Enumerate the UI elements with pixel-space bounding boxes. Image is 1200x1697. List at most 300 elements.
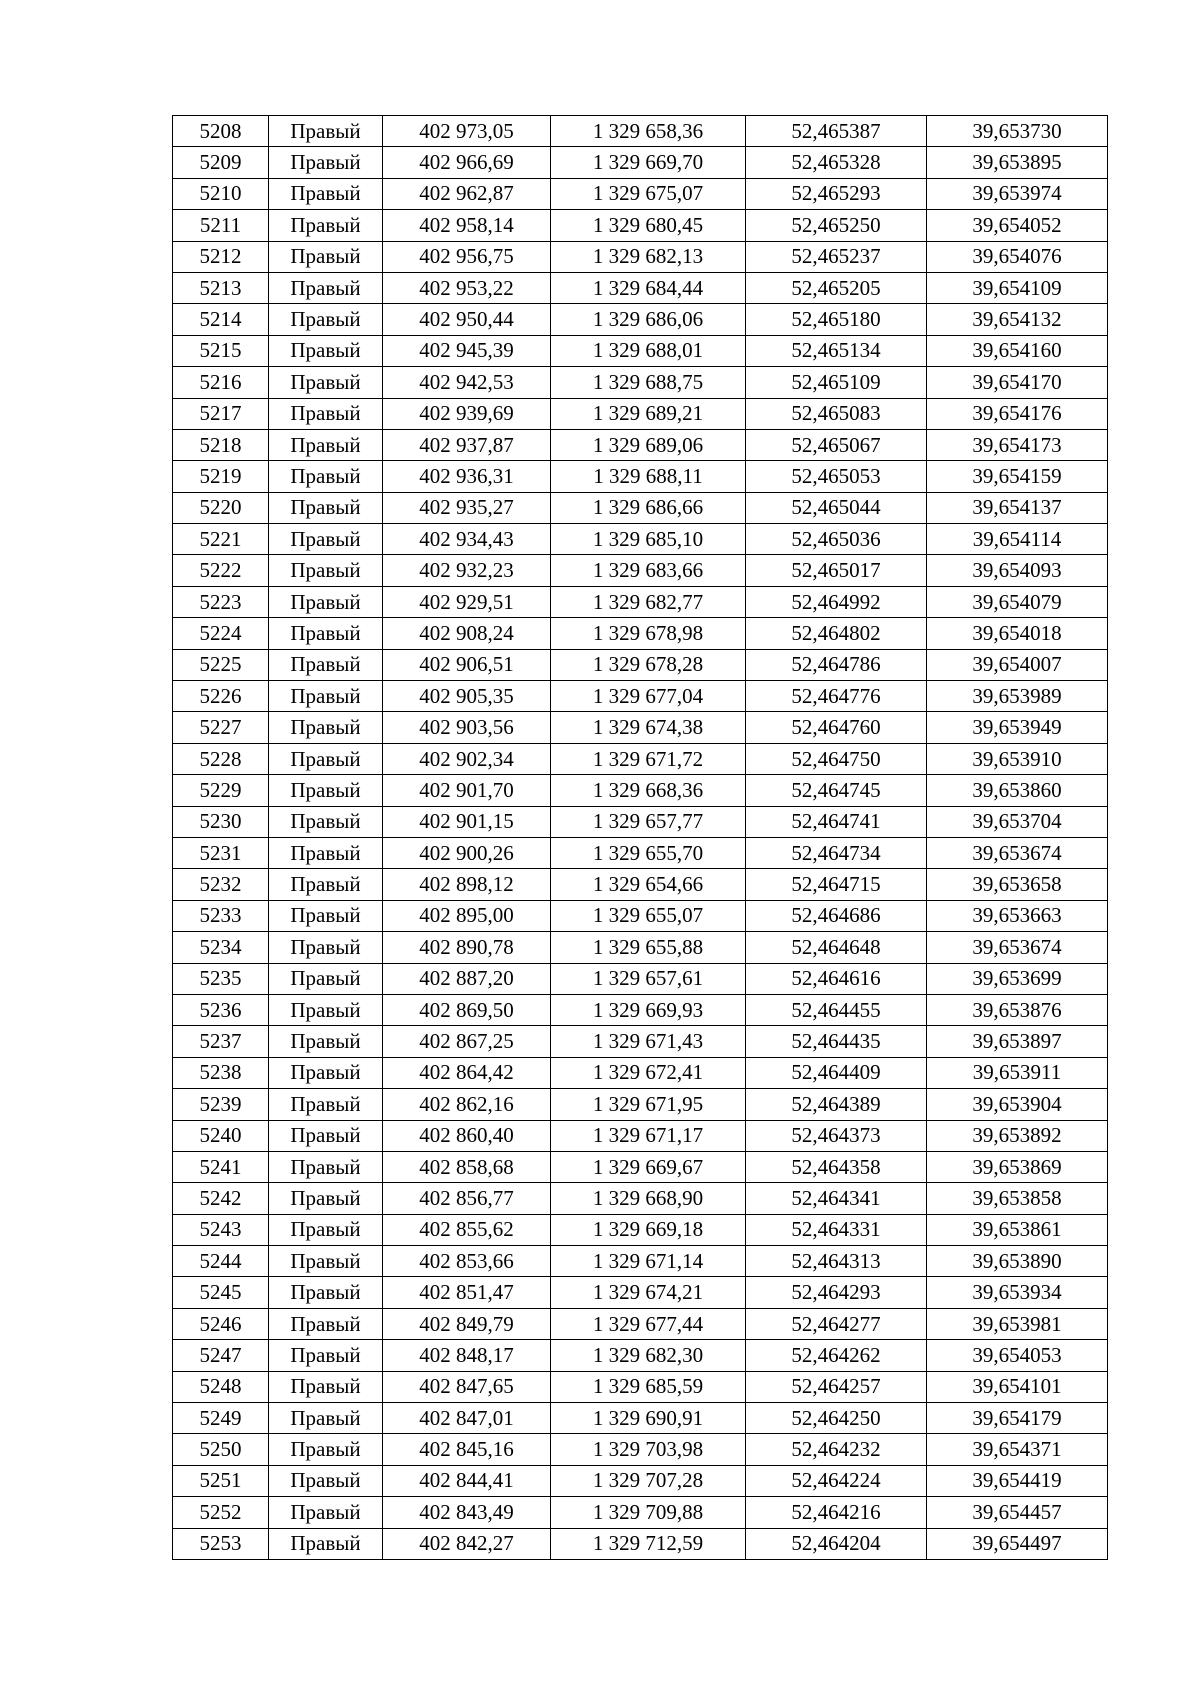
table-row: [173, 304, 1108, 335]
longitude-cell: 39,654170: [927, 367, 1108, 398]
latitude-cell: 52,465250: [746, 210, 927, 241]
point-number-cell: 5208: [173, 116, 269, 147]
longitude-cell: 39,654457: [927, 1497, 1108, 1528]
point-number-cell: 5250: [173, 1434, 269, 1465]
longitude-cell: 39,653934: [927, 1277, 1108, 1308]
y-coordinate-cell: 1 329 671,14: [551, 1246, 746, 1277]
table-row: [173, 178, 1108, 209]
point-number-cell: 5253: [173, 1528, 269, 1559]
y-coordinate-cell: 1 329 689,21: [551, 398, 746, 429]
point-number-cell: 5216: [173, 367, 269, 398]
point-number-cell: 5223: [173, 586, 269, 617]
y-coordinate-cell: 1 329 685,10: [551, 524, 746, 555]
longitude-cell: 39,654160: [927, 335, 1108, 366]
point-number-cell: 5222: [173, 555, 269, 586]
latitude-cell: 52,464686: [746, 900, 927, 931]
side-cell: Правый: [269, 492, 383, 523]
longitude-cell: 39,654132: [927, 304, 1108, 335]
side-cell: Правый: [269, 586, 383, 617]
y-coordinate-cell: 1 329 684,44: [551, 272, 746, 303]
y-coordinate-cell: 1 329 678,28: [551, 649, 746, 680]
latitude-cell: 52,465205: [746, 272, 927, 303]
x-coordinate-cell: 402 902,34: [383, 743, 551, 774]
x-coordinate-cell: 402 847,65: [383, 1371, 551, 1402]
longitude-cell: 39,653904: [927, 1089, 1108, 1120]
side-cell: Правый: [269, 1214, 383, 1245]
side-cell: Правый: [269, 1057, 383, 1088]
longitude-cell: 39,654176: [927, 398, 1108, 429]
longitude-cell: 39,653674: [927, 932, 1108, 963]
x-coordinate-cell: 402 843,49: [383, 1497, 551, 1528]
side-cell: Правый: [269, 681, 383, 712]
y-coordinate-cell: 1 329 671,72: [551, 743, 746, 774]
longitude-cell: 39,654497: [927, 1528, 1108, 1559]
latitude-cell: 52,465109: [746, 367, 927, 398]
side-cell: Правый: [269, 618, 383, 649]
latitude-cell: 52,465134: [746, 335, 927, 366]
latitude-cell: 52,464776: [746, 681, 927, 712]
longitude-cell: 39,654371: [927, 1434, 1108, 1465]
x-coordinate-cell: 402 901,70: [383, 775, 551, 806]
latitude-cell: 52,464715: [746, 869, 927, 900]
longitude-cell: 39,654419: [927, 1465, 1108, 1496]
point-number-cell: 5226: [173, 681, 269, 712]
point-number-cell: 5244: [173, 1246, 269, 1277]
side-cell: Правый: [269, 1277, 383, 1308]
side-cell: Правый: [269, 900, 383, 931]
side-cell: Правый: [269, 461, 383, 492]
x-coordinate-cell: 402 842,27: [383, 1528, 551, 1559]
y-coordinate-cell: 1 329 678,98: [551, 618, 746, 649]
y-coordinate-cell: 1 329 680,45: [551, 210, 746, 241]
table-row: [173, 1528, 1108, 1559]
latitude-cell: 52,465017: [746, 555, 927, 586]
longitude-cell: 39,654018: [927, 618, 1108, 649]
y-coordinate-cell: 1 329 703,98: [551, 1434, 746, 1465]
table-row: [173, 806, 1108, 837]
x-coordinate-cell: 402 862,16: [383, 1089, 551, 1120]
x-coordinate-cell: 402 942,53: [383, 367, 551, 398]
x-coordinate-cell: 402 887,20: [383, 963, 551, 994]
longitude-cell: 39,654053: [927, 1340, 1108, 1371]
table-row: [173, 1183, 1108, 1214]
side-cell: Правый: [269, 1308, 383, 1339]
point-number-cell: 5217: [173, 398, 269, 429]
point-number-cell: 5227: [173, 712, 269, 743]
x-coordinate-cell: 402 855,62: [383, 1214, 551, 1245]
latitude-cell: 52,465036: [746, 524, 927, 555]
table-row: [173, 994, 1108, 1025]
table-row: [173, 743, 1108, 774]
longitude-cell: 39,654076: [927, 241, 1108, 272]
latitude-cell: 52,465237: [746, 241, 927, 272]
x-coordinate-cell: 402 906,51: [383, 649, 551, 680]
x-coordinate-cell: 402 856,77: [383, 1183, 551, 1214]
x-coordinate-cell: 402 905,35: [383, 681, 551, 712]
point-number-cell: 5237: [173, 1026, 269, 1057]
x-coordinate-cell: 402 945,39: [383, 335, 551, 366]
table-row: [173, 649, 1108, 680]
longitude-cell: 39,654079: [927, 586, 1108, 617]
longitude-cell: 39,653895: [927, 147, 1108, 178]
y-coordinate-cell: 1 329 683,66: [551, 555, 746, 586]
longitude-cell: 39,653890: [927, 1246, 1108, 1277]
longitude-cell: 39,653674: [927, 837, 1108, 868]
point-number-cell: 5225: [173, 649, 269, 680]
y-coordinate-cell: 1 329 707,28: [551, 1465, 746, 1496]
coordinates-table-body: [173, 116, 1108, 1560]
y-coordinate-cell: 1 329 668,36: [551, 775, 746, 806]
side-cell: Правый: [269, 398, 383, 429]
point-number-cell: 5209: [173, 147, 269, 178]
latitude-cell: 52,464802: [746, 618, 927, 649]
longitude-cell: 39,654159: [927, 461, 1108, 492]
table-row: [173, 1089, 1108, 1120]
latitude-cell: 52,464409: [746, 1057, 927, 1088]
table-row: [173, 1403, 1108, 1434]
latitude-cell: 52,464734: [746, 837, 927, 868]
side-cell: Правый: [269, 869, 383, 900]
side-cell: Правый: [269, 1120, 383, 1151]
latitude-cell: 52,464373: [746, 1120, 927, 1151]
table-row: [173, 932, 1108, 963]
point-number-cell: 5210: [173, 178, 269, 209]
y-coordinate-cell: 1 329 671,17: [551, 1120, 746, 1151]
x-coordinate-cell: 402 844,41: [383, 1465, 551, 1496]
point-number-cell: 5251: [173, 1465, 269, 1496]
x-coordinate-cell: 402 900,26: [383, 837, 551, 868]
point-number-cell: 5229: [173, 775, 269, 806]
latitude-cell: 52,464992: [746, 586, 927, 617]
y-coordinate-cell: 1 329 675,07: [551, 178, 746, 209]
side-cell: Правый: [269, 1528, 383, 1559]
longitude-cell: 39,654052: [927, 210, 1108, 241]
latitude-cell: 52,465067: [746, 429, 927, 460]
x-coordinate-cell: 402 903,56: [383, 712, 551, 743]
side-cell: Правый: [269, 743, 383, 774]
x-coordinate-cell: 402 869,50: [383, 994, 551, 1025]
table-row: [173, 492, 1108, 523]
latitude-cell: 52,464648: [746, 932, 927, 963]
table-row: [173, 461, 1108, 492]
latitude-cell: 52,464786: [746, 649, 927, 680]
x-coordinate-cell: 402 847,01: [383, 1403, 551, 1434]
side-cell: Правый: [269, 304, 383, 335]
y-coordinate-cell: 1 329 655,88: [551, 932, 746, 963]
longitude-cell: 39,654101: [927, 1371, 1108, 1402]
table-row: [173, 1026, 1108, 1057]
latitude-cell: 52,464389: [746, 1089, 927, 1120]
y-coordinate-cell: 1 329 709,88: [551, 1497, 746, 1528]
side-cell: Правый: [269, 147, 383, 178]
table-row: [173, 1214, 1108, 1245]
table-row: [173, 775, 1108, 806]
y-coordinate-cell: 1 329 682,13: [551, 241, 746, 272]
y-coordinate-cell: 1 329 685,59: [551, 1371, 746, 1402]
latitude-cell: 52,464216: [746, 1497, 927, 1528]
x-coordinate-cell: 402 848,17: [383, 1340, 551, 1371]
latitude-cell: 52,464250: [746, 1403, 927, 1434]
table-row: [173, 1434, 1108, 1465]
side-cell: Правый: [269, 1465, 383, 1496]
side-cell: Правый: [269, 429, 383, 460]
y-coordinate-cell: 1 329 671,43: [551, 1026, 746, 1057]
y-coordinate-cell: 1 329 657,77: [551, 806, 746, 837]
longitude-cell: 39,654173: [927, 429, 1108, 460]
side-cell: Правый: [269, 555, 383, 586]
latitude-cell: 52,464750: [746, 743, 927, 774]
point-number-cell: 5230: [173, 806, 269, 837]
y-coordinate-cell: 1 329 688,11: [551, 461, 746, 492]
latitude-cell: 52,464331: [746, 1214, 927, 1245]
point-number-cell: 5221: [173, 524, 269, 555]
side-cell: Правый: [269, 1026, 383, 1057]
y-coordinate-cell: 1 329 682,30: [551, 1340, 746, 1371]
x-coordinate-cell: 402 939,69: [383, 398, 551, 429]
side-cell: Правый: [269, 1497, 383, 1528]
longitude-cell: 39,653892: [927, 1120, 1108, 1151]
latitude-cell: 52,464435: [746, 1026, 927, 1057]
latitude-cell: 52,464224: [746, 1465, 927, 1496]
y-coordinate-cell: 1 329 672,41: [551, 1057, 746, 1088]
table-row: [173, 869, 1108, 900]
y-coordinate-cell: 1 329 669,67: [551, 1151, 746, 1182]
side-cell: Правый: [269, 335, 383, 366]
longitude-cell: 39,653911: [927, 1057, 1108, 1088]
table-row: [173, 1057, 1108, 1088]
longitude-cell: 39,654114: [927, 524, 1108, 555]
point-number-cell: 5241: [173, 1151, 269, 1182]
x-coordinate-cell: 402 845,16: [383, 1434, 551, 1465]
y-coordinate-cell: 1 329 712,59: [551, 1528, 746, 1559]
point-number-cell: 5212: [173, 241, 269, 272]
x-coordinate-cell: 402 853,66: [383, 1246, 551, 1277]
table-row: [173, 367, 1108, 398]
y-coordinate-cell: 1 329 674,38: [551, 712, 746, 743]
longitude-cell: 39,653858: [927, 1183, 1108, 1214]
x-coordinate-cell: 402 956,75: [383, 241, 551, 272]
point-number-cell: 5228: [173, 743, 269, 774]
latitude-cell: 52,464232: [746, 1434, 927, 1465]
point-number-cell: 5218: [173, 429, 269, 460]
longitude-cell: 39,653730: [927, 116, 1108, 147]
side-cell: Правый: [269, 837, 383, 868]
point-number-cell: 5236: [173, 994, 269, 1025]
table-row: [173, 963, 1108, 994]
x-coordinate-cell: 402 860,40: [383, 1120, 551, 1151]
table-row: [173, 618, 1108, 649]
longitude-cell: 39,653949: [927, 712, 1108, 743]
y-coordinate-cell: 1 329 654,66: [551, 869, 746, 900]
longitude-cell: 39,653861: [927, 1214, 1108, 1245]
y-coordinate-cell: 1 329 668,90: [551, 1183, 746, 1214]
longitude-cell: 39,654109: [927, 272, 1108, 303]
x-coordinate-cell: 402 898,12: [383, 869, 551, 900]
x-coordinate-cell: 402 936,31: [383, 461, 551, 492]
y-coordinate-cell: 1 329 655,70: [551, 837, 746, 868]
table-row: [173, 586, 1108, 617]
side-cell: Правый: [269, 712, 383, 743]
point-number-cell: 5246: [173, 1308, 269, 1339]
table-row: [173, 1151, 1108, 1182]
point-number-cell: 5233: [173, 900, 269, 931]
point-number-cell: 5242: [173, 1183, 269, 1214]
table-row: [173, 241, 1108, 272]
side-cell: Правый: [269, 1151, 383, 1182]
x-coordinate-cell: 402 851,47: [383, 1277, 551, 1308]
table-row: [173, 681, 1108, 712]
x-coordinate-cell: 402 935,27: [383, 492, 551, 523]
x-coordinate-cell: 402 932,23: [383, 555, 551, 586]
table-row: [173, 1277, 1108, 1308]
latitude-cell: 52,465293: [746, 178, 927, 209]
point-number-cell: 5245: [173, 1277, 269, 1308]
table-row: [173, 1120, 1108, 1151]
y-coordinate-cell: 1 329 669,18: [551, 1214, 746, 1245]
side-cell: Правый: [269, 1246, 383, 1277]
x-coordinate-cell: 402 973,05: [383, 116, 551, 147]
longitude-cell: 39,654007: [927, 649, 1108, 680]
side-cell: Правый: [269, 241, 383, 272]
point-number-cell: 5252: [173, 1497, 269, 1528]
table-row: [173, 837, 1108, 868]
side-cell: Правый: [269, 1434, 383, 1465]
latitude-cell: 52,465328: [746, 147, 927, 178]
x-coordinate-cell: 402 849,79: [383, 1308, 551, 1339]
point-number-cell: 5220: [173, 492, 269, 523]
x-coordinate-cell: 402 929,51: [383, 586, 551, 617]
latitude-cell: 52,464760: [746, 712, 927, 743]
latitude-cell: 52,464262: [746, 1340, 927, 1371]
x-coordinate-cell: 402 901,15: [383, 806, 551, 837]
side-cell: Правый: [269, 649, 383, 680]
latitude-cell: 52,464741: [746, 806, 927, 837]
side-cell: Правый: [269, 1403, 383, 1434]
longitude-cell: 39,653869: [927, 1151, 1108, 1182]
side-cell: Правый: [269, 1089, 383, 1120]
latitude-cell: 52,464455: [746, 994, 927, 1025]
longitude-cell: 39,653658: [927, 869, 1108, 900]
point-number-cell: 5214: [173, 304, 269, 335]
point-number-cell: 5211: [173, 210, 269, 241]
table-row: [173, 429, 1108, 460]
side-cell: Правый: [269, 932, 383, 963]
latitude-cell: 52,464341: [746, 1183, 927, 1214]
table-row: [173, 147, 1108, 178]
side-cell: Правый: [269, 1371, 383, 1402]
table-row: [173, 272, 1108, 303]
y-coordinate-cell: 1 329 686,06: [551, 304, 746, 335]
longitude-cell: 39,653860: [927, 775, 1108, 806]
y-coordinate-cell: 1 329 655,07: [551, 900, 746, 931]
longitude-cell: 39,654093: [927, 555, 1108, 586]
latitude-cell: 52,465083: [746, 398, 927, 429]
x-coordinate-cell: 402 966,69: [383, 147, 551, 178]
latitude-cell: 52,464293: [746, 1277, 927, 1308]
table-row: [173, 116, 1108, 147]
latitude-cell: 52,464616: [746, 963, 927, 994]
point-number-cell: 5231: [173, 837, 269, 868]
latitude-cell: 52,465180: [746, 304, 927, 335]
y-coordinate-cell: 1 329 682,77: [551, 586, 746, 617]
y-coordinate-cell: 1 329 658,36: [551, 116, 746, 147]
x-coordinate-cell: 402 895,00: [383, 900, 551, 931]
y-coordinate-cell: 1 329 671,95: [551, 1089, 746, 1120]
y-coordinate-cell: 1 329 689,06: [551, 429, 746, 460]
longitude-cell: 39,653974: [927, 178, 1108, 209]
side-cell: Правый: [269, 210, 383, 241]
table-row: [173, 1497, 1108, 1528]
latitude-cell: 52,464257: [746, 1371, 927, 1402]
point-number-cell: 5239: [173, 1089, 269, 1120]
longitude-cell: 39,653699: [927, 963, 1108, 994]
point-number-cell: 5240: [173, 1120, 269, 1151]
point-number-cell: 5213: [173, 272, 269, 303]
x-coordinate-cell: 402 864,42: [383, 1057, 551, 1088]
longitude-cell: 39,653663: [927, 900, 1108, 931]
point-number-cell: 5234: [173, 932, 269, 963]
side-cell: Правый: [269, 116, 383, 147]
table-row: [173, 1465, 1108, 1496]
table-row: [173, 1246, 1108, 1277]
y-coordinate-cell: 1 329 688,75: [551, 367, 746, 398]
x-coordinate-cell: 402 962,87: [383, 178, 551, 209]
table-row: [173, 398, 1108, 429]
x-coordinate-cell: 402 908,24: [383, 618, 551, 649]
side-cell: Правый: [269, 806, 383, 837]
point-number-cell: 5224: [173, 618, 269, 649]
latitude-cell: 52,464313: [746, 1246, 927, 1277]
point-number-cell: 5219: [173, 461, 269, 492]
x-coordinate-cell: 402 950,44: [383, 304, 551, 335]
longitude-cell: 39,653704: [927, 806, 1108, 837]
table-row: [173, 1340, 1108, 1371]
x-coordinate-cell: 402 867,25: [383, 1026, 551, 1057]
table-row: [173, 555, 1108, 586]
point-number-cell: 5249: [173, 1403, 269, 1434]
side-cell: Правый: [269, 524, 383, 555]
latitude-cell: 52,465044: [746, 492, 927, 523]
y-coordinate-cell: 1 329 674,21: [551, 1277, 746, 1308]
y-coordinate-cell: 1 329 669,93: [551, 994, 746, 1025]
longitude-cell: 39,653897: [927, 1026, 1108, 1057]
x-coordinate-cell: 402 953,22: [383, 272, 551, 303]
point-number-cell: 5248: [173, 1371, 269, 1402]
side-cell: Правый: [269, 963, 383, 994]
latitude-cell: 52,465387: [746, 116, 927, 147]
x-coordinate-cell: 402 934,43: [383, 524, 551, 555]
y-coordinate-cell: 1 329 688,01: [551, 335, 746, 366]
side-cell: Правый: [269, 1340, 383, 1371]
x-coordinate-cell: 402 937,87: [383, 429, 551, 460]
longitude-cell: 39,654179: [927, 1403, 1108, 1434]
y-coordinate-cell: 1 329 677,04: [551, 681, 746, 712]
side-cell: Правый: [269, 1183, 383, 1214]
latitude-cell: 52,465053: [746, 461, 927, 492]
table-row: [173, 524, 1108, 555]
point-number-cell: 5238: [173, 1057, 269, 1088]
x-coordinate-cell: 402 858,68: [383, 1151, 551, 1182]
longitude-cell: 39,653876: [927, 994, 1108, 1025]
y-coordinate-cell: 1 329 669,70: [551, 147, 746, 178]
y-coordinate-cell: 1 329 686,66: [551, 492, 746, 523]
y-coordinate-cell: 1 329 657,61: [551, 963, 746, 994]
x-coordinate-cell: 402 958,14: [383, 210, 551, 241]
side-cell: Правый: [269, 367, 383, 398]
coordinates-table: [172, 115, 1108, 1560]
longitude-cell: 39,653910: [927, 743, 1108, 774]
side-cell: Правый: [269, 994, 383, 1025]
